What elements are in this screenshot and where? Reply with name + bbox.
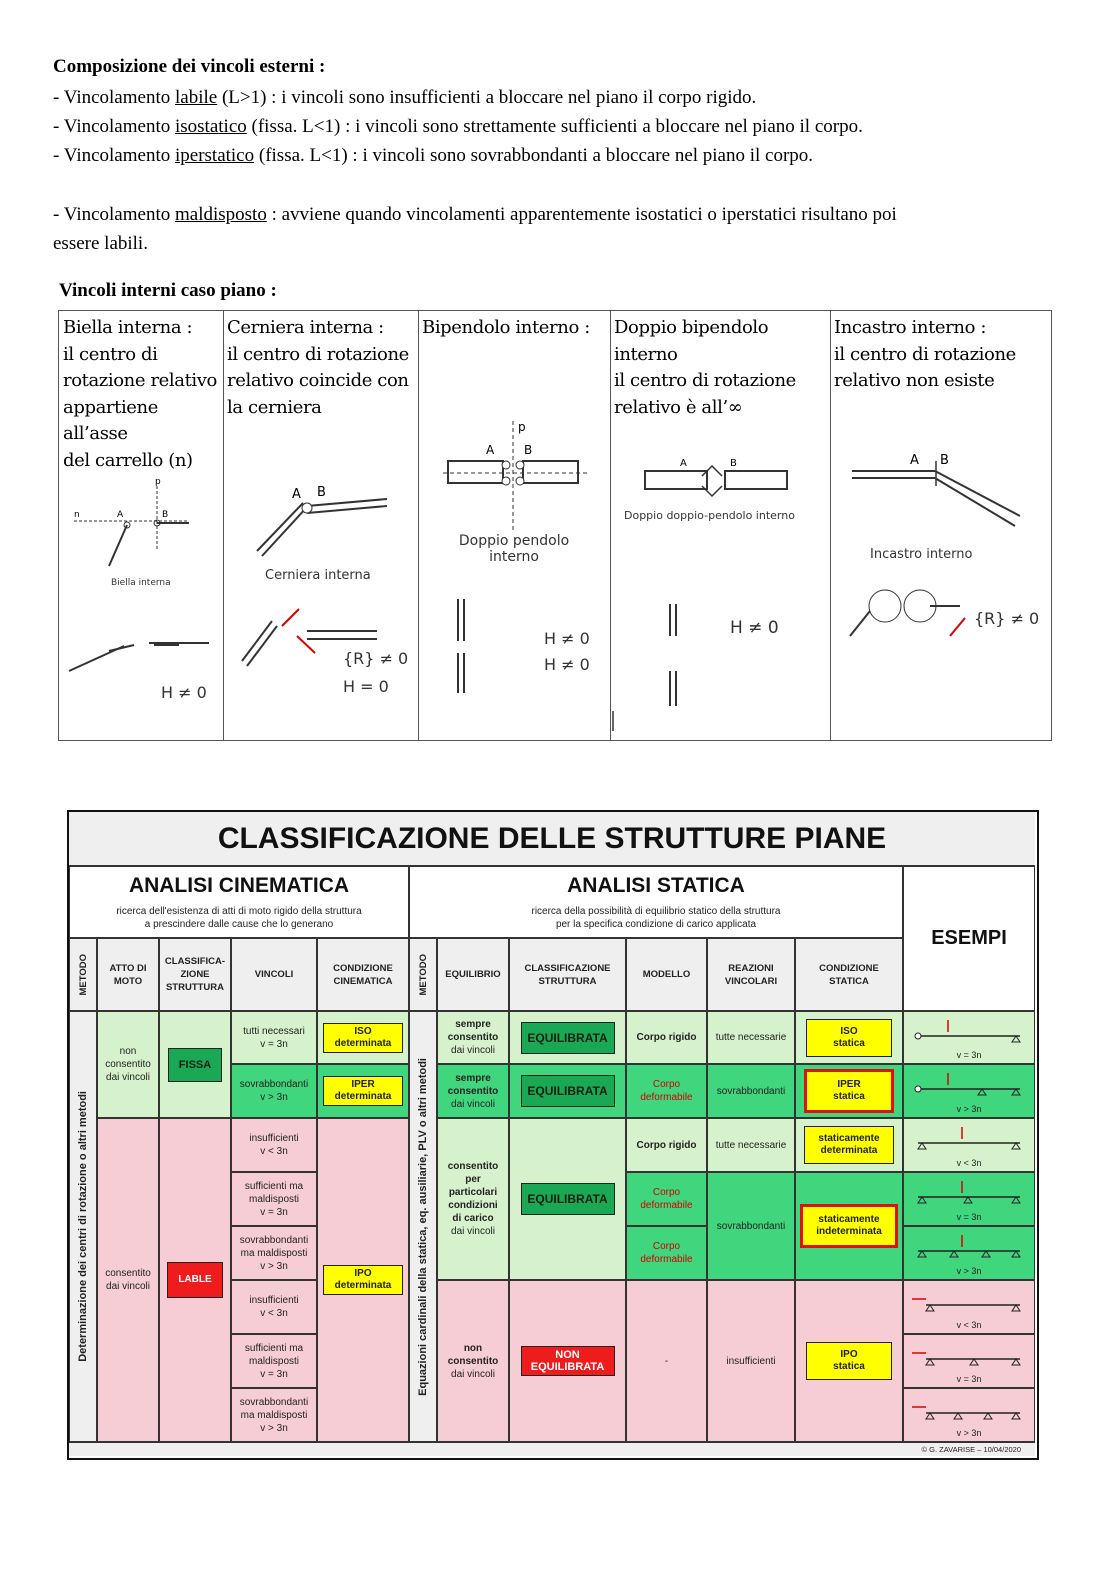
equilibrio-row-2: sempre consentito dai vincoli xyxy=(437,1064,509,1118)
internal-constraints-table xyxy=(58,310,1052,741)
examples-header: ESEMPI xyxy=(903,866,1035,1011)
atto-di-moto-header: ATTO DI MOTO xyxy=(97,938,159,1011)
svg-text:p: p xyxy=(518,420,526,434)
kinematic-analysis-header: ANALISI CINEMATICA ricerca dell'esistenza di atti di moto rigido della struttura a prescindere dalle cause che lo generano xyxy=(69,866,409,938)
svg-text:A: A xyxy=(117,510,124,520)
cond-stat-indet: staticamente indeterminata xyxy=(795,1172,903,1280)
modello-row-6: - xyxy=(626,1280,707,1442)
classificazione-struttura-header: CLASSIFICAZIONE STRUTTURA xyxy=(509,938,626,1011)
metodo-kin-body: Determinazione dei centri di rotazione o altri metodi xyxy=(69,1011,97,1442)
example-8: v > 3n xyxy=(903,1388,1035,1442)
class-str-row-3: EQUILIBRATA xyxy=(509,1118,626,1280)
reazioni-row-1: tutte necessarie xyxy=(707,1011,795,1064)
example-3: v < 3n xyxy=(903,1118,1035,1172)
static-analysis-header: ANALISI STATICA ricerca della possibilità di equilibrio statico della struttura per la specifica condizione di carico applicata xyxy=(409,866,903,938)
vincoli-row-5: sovrabbondanti ma maldisposti v > 3n xyxy=(231,1226,317,1280)
classification-title: CLASSIFICAZIONE DELLE STRUTTURE PIANE xyxy=(69,812,1035,866)
vincoli-row-4: sufficienti ma maldisposti v = 3n xyxy=(231,1172,317,1226)
classificazione-labile: LABLE xyxy=(159,1118,231,1442)
svg-text:p: p xyxy=(155,477,161,487)
cerniera-diagram xyxy=(237,481,407,701)
cond-cin-iso: ISO determinata xyxy=(317,1011,409,1064)
classification-table xyxy=(67,810,1039,1460)
classificazione-header: CLASSIFICA- ZIONE STRUTTURA xyxy=(159,938,231,1011)
metodo-stat-body: Equazioni cardinali della statica, eq. ausiliarie, PLV o altri metodi xyxy=(409,1011,437,1442)
cond-stat-iper: IPER statica xyxy=(795,1064,903,1118)
bipendolo-column: Bipendolo interno : A B p Doppio pendolo interno H ≠ 0 H ≠ 0 xyxy=(418,311,611,740)
vincoli-row-7: sufficienti ma maldisposti v = 3n xyxy=(231,1334,317,1388)
example-6: v < 3n xyxy=(903,1280,1035,1334)
reazioni-row-2: sovrabbondanti xyxy=(707,1064,795,1118)
svg-text:A: A xyxy=(486,443,495,457)
svg-text:A: A xyxy=(292,487,301,502)
vincoli-row-2: sovrabbondanti v > 3n xyxy=(231,1064,317,1118)
svg-text:B: B xyxy=(317,485,326,500)
reazioni-header: REAZIONI VINCOLARI xyxy=(707,938,795,1011)
incastro-column: Incastro interno : il centro di rotazione relativo non esiste A B Incastro interno {R} ≠ 0 xyxy=(830,311,1050,740)
vincoli-row-6: insufficienti v < 3n xyxy=(231,1280,317,1334)
doppio-bipendolo-column: Doppio bipendolo interno il centro di rotazione relativo è all’∞ A B Doppio doppio-pendolo interno H ≠ 0 xyxy=(610,311,831,740)
vincoli-header: VINCOLI xyxy=(231,938,317,1011)
modello-row-3: Corpo rigido xyxy=(626,1118,707,1172)
class-str-row-4: NON EQUILIBRATA xyxy=(509,1280,626,1442)
class-str-row-2: EQUILIBRATA xyxy=(509,1064,626,1118)
maldisposto-paragraph: - Vincolamento maldisposto : avviene quando vincolamenti apparentemente isostatici o iperstatici risultano poi essere labili. xyxy=(53,204,897,254)
vincoli-row-1: tutti necessari v = 3n xyxy=(231,1011,317,1064)
equilibrio-row-4: non consentito dai vincoli xyxy=(437,1280,509,1442)
modello-row-2: Corpo deformabile xyxy=(626,1064,707,1118)
reazioni-row-4: sovrabbondanti xyxy=(707,1172,795,1280)
cond-stat-iso: ISO statica xyxy=(795,1011,903,1064)
svg-text:B: B xyxy=(524,443,533,457)
vincoli-row-3: insufficienti v < 3n xyxy=(231,1118,317,1172)
class-str-row-1: EQUILIBRATA xyxy=(509,1011,626,1064)
iperstatico-line: - Vincolamento iperstatico (fissa. L<1) : i vincoli sono sovrabbondanti a bloccare nel piano il corpo. xyxy=(53,145,814,166)
cond-cin-ipo: IPO determinata xyxy=(317,1118,409,1442)
metodo-header-kin: METODO xyxy=(69,938,97,1011)
condizione-cinematica-header: CONDIZIONE CINEMATICA xyxy=(317,938,409,1011)
example-1: v = 3n xyxy=(903,1011,1035,1064)
atto-consentito: consentito dai vincoli xyxy=(97,1118,159,1442)
modello-row-5: Corpo deformabile xyxy=(626,1226,707,1280)
biella-column: Biella interna : il centro di rotazione relativo appartiene all’asse del carrello (n) n A B p Biella interna H ≠ 0 xyxy=(59,311,224,740)
modello-row-1: Corpo rigido xyxy=(626,1011,707,1064)
equilibrio-header: EQUILIBRIO xyxy=(437,938,509,1011)
condizione-statica-header: CONDIZIONE STATICA xyxy=(795,938,903,1011)
equilibrio-row-3: consentito per particolari condizioni di carico dai vincoli xyxy=(437,1118,509,1280)
svg-text:A: A xyxy=(680,458,687,469)
example-2: v > 3n xyxy=(903,1064,1035,1118)
vincoli-row-8: sovrabbondanti ma maldisposti v > 3n xyxy=(231,1388,317,1442)
cerniera-column: Cerniera interna : il centro di rotazione relativo coincide con la cerniera A B Cerniera interna {R} ≠ 0 H = 0 xyxy=(223,311,419,740)
reazioni-row-5: insufficienti xyxy=(707,1280,795,1442)
modello-header: MODELLO xyxy=(626,938,707,1011)
svg-text:n: n xyxy=(74,510,80,520)
example-4: v = 3n xyxy=(903,1172,1035,1226)
doppio-bipendolo-diagram xyxy=(640,456,810,716)
isostatico-line: - Vincolamento isostatico (fissa. L<1) : i vincoli sono strettamente sufficienti a bloccare nel piano il corpo. xyxy=(53,116,863,137)
atto-non-consentito: non consentito dai vincoli xyxy=(97,1011,159,1118)
svg-text:B: B xyxy=(162,510,169,520)
classificazione-fissa: FISSA xyxy=(159,1011,231,1118)
example-7: v = 3n xyxy=(903,1334,1035,1388)
labile-line: - Vincolamento labile (L>1) : i vincoli sono insufficienti a bloccare nel piano il corpo rigido. xyxy=(53,87,757,108)
cond-cin-iper: IPER determinata xyxy=(317,1064,409,1118)
internal-constraints-heading: Vincoli interni caso piano : xyxy=(59,280,277,301)
copyright-footer: © G. ZAVARISE – 10/04/2020 xyxy=(69,1442,1035,1456)
cond-stat-ipo: IPO statica xyxy=(795,1280,903,1442)
metodo-header-stat: METODO xyxy=(409,938,437,1011)
svg-text:A: A xyxy=(910,453,919,468)
constraints-heading: Composizione dei vincoli esterni : xyxy=(53,56,326,77)
cond-stat-det: staticamente determinata xyxy=(795,1118,903,1172)
svg-text:B: B xyxy=(940,453,949,468)
equilibrio-row-1: sempre consentito dai vincoli xyxy=(437,1011,509,1064)
reazioni-row-3: tutte necessarie xyxy=(707,1118,795,1172)
modello-row-4: Corpo deformabile xyxy=(626,1172,707,1226)
svg-text:B: B xyxy=(730,458,737,469)
example-5: v > 3n xyxy=(903,1226,1035,1280)
